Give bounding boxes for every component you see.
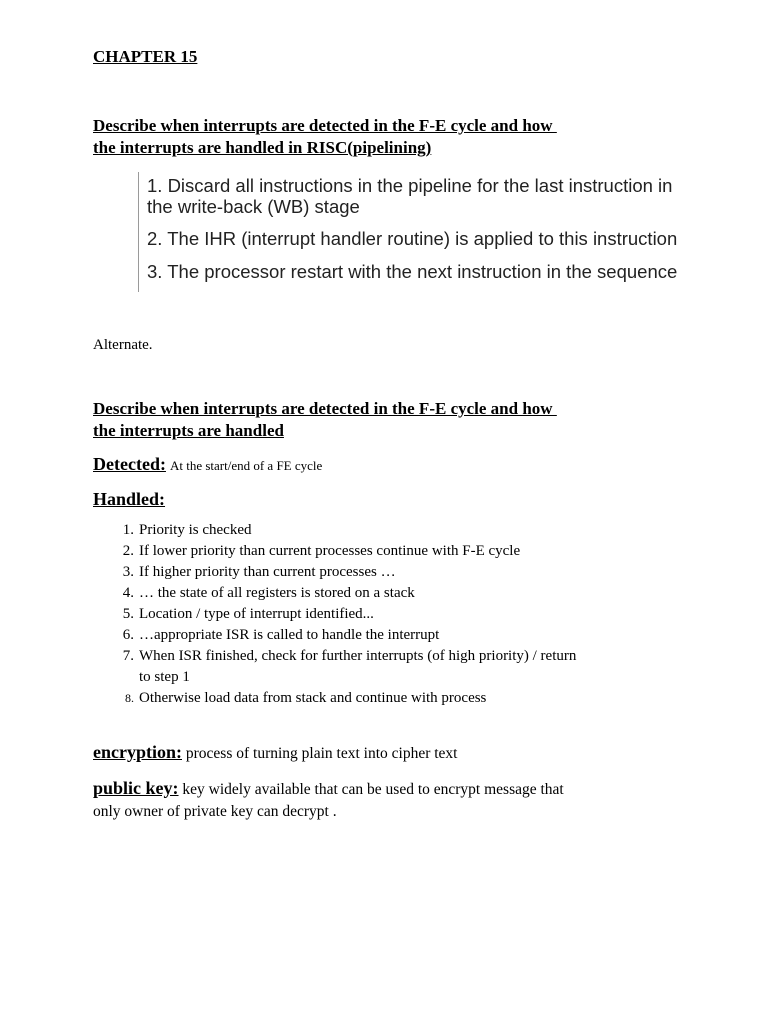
question-interrupts-line-1: Describe when interrupts are detected in the F-E cycle and how [93,399,557,418]
list-item: 5. Location / type of interrupt identified... [122,606,374,622]
list-item: 2. If lower priority than current processes continue with F-E cycle [122,543,521,559]
detected-text: At the start/end of a FE cycle [169,458,323,473]
list-item: 8. Otherwise load data from stack and continue with process [125,690,487,706]
risc-step-1 [147,175,672,217]
question-interrupts-line-2: the interrupts are handled [93,421,284,440]
question-risc-line-2: the interrupts are handled in RISC(pipelining) [93,138,432,157]
risc-step-2: 2. The IHR (interrupt handler routine) is applied to this instruction [147,228,678,249]
detected-definition [93,454,322,475]
risc-step-3: 3. The processor restart with the next instruction in the sequence [147,261,678,282]
list-item: 1. Priority is checked [122,522,252,538]
list-item: 7. When ISR finished, check for further interrupts (of high priority) / return to step 1 [122,648,577,685]
public-key-text: key widely available that can be used to encrypt message that [178,781,564,798]
list-item: 3. If higher priority than current processes … [122,564,396,580]
risc-step-1-line-2: the write-back (WB) stage [147,196,360,217]
chapter-title: CHAPTER 15 [93,47,198,66]
encryption-label: encryption: [93,742,182,762]
handled-steps-list [110,520,710,709]
encryption-definition [93,742,458,764]
encryption-text: process of turning plain text into cipher text [182,745,458,762]
list-item: 4. … the state of all registers is stored on a stack [122,585,415,601]
public-key-text-line-2: only owner of private key can decrypt . [93,803,337,820]
handled-label: Handled: [93,489,166,509]
risc-steps-snippet [138,172,719,292]
question-risc-line-1: Describe when interrupts are detected in the F-E cycle and how [93,116,557,135]
handled-heading [93,489,165,510]
public-key-definition [93,777,564,823]
alternate-label: Alternate. [93,337,153,353]
public-key-label: public key: [93,778,179,798]
question-risc-heading [93,115,557,159]
risc-step-1-line-1: 1. Discard all instructions in the pipeline for the last instruction in [147,175,673,196]
question-interrupts-heading [93,398,557,442]
list-item: 6. …appropriate ISR is called to handle the interrupt [122,627,440,643]
detected-label: Detected: [93,454,166,474]
